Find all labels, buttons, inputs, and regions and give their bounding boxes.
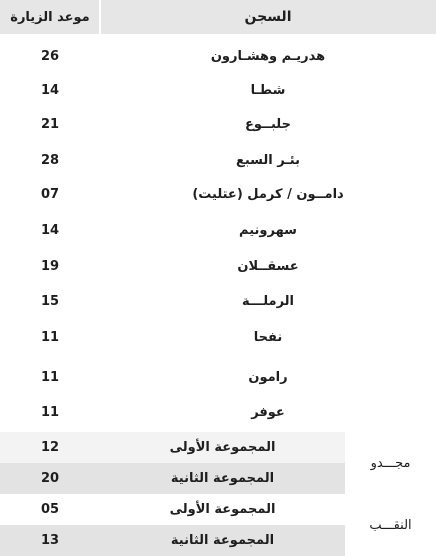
- visit-day: 13: [40, 533, 60, 548]
- visit-day: 20: [40, 471, 60, 486]
- visit-day: 11: [40, 369, 60, 385]
- prison-column-header: السجن: [244, 9, 292, 25]
- prison-name: عسقــلان: [237, 258, 299, 274]
- group-name: المجموعة الأولى: [169, 502, 276, 517]
- visit-day: 15: [40, 293, 60, 309]
- prison-name: الرملـــة: [242, 293, 294, 309]
- visit-day: 21: [40, 116, 60, 132]
- megiddo-group-1-row: [0, 432, 345, 463]
- table-header: [0, 0, 436, 34]
- visit-day: 11: [40, 404, 60, 420]
- table-row: [0, 283, 436, 319]
- group-name: المجموعة الأولى: [169, 440, 276, 455]
- prison-name: شطـا: [250, 82, 286, 98]
- table-row: [0, 142, 436, 178]
- naqab-group-1-row: [0, 494, 345, 525]
- table-row: [0, 38, 436, 74]
- visit-date-column-header: موعد الزيارة: [10, 9, 90, 25]
- prison-name: سهرونيم: [239, 222, 297, 238]
- prison-name: عوفر: [251, 404, 285, 420]
- group-name: المجموعة الثانية: [170, 471, 275, 486]
- table-row: [0, 212, 436, 248]
- visit-day: 11: [40, 329, 60, 345]
- group-name: المجموعة الثانية: [170, 533, 275, 548]
- prison-name: دامــون / كرمل (عتليت): [192, 186, 344, 202]
- prison-name: هدريـم وهشـارون: [210, 48, 326, 64]
- prison-name: رامون: [248, 369, 288, 385]
- visit-day: 12: [40, 440, 60, 455]
- visit-day: 28: [40, 152, 60, 168]
- megiddo-prison-label: مجـــدو: [370, 455, 411, 471]
- table-row: [0, 176, 436, 212]
- visit-day: 19: [40, 258, 60, 274]
- table-row: [0, 248, 436, 284]
- megiddo-group-2-row: [0, 463, 345, 494]
- prison-name: جلبــوع: [245, 116, 291, 132]
- table-row: [0, 106, 436, 142]
- prison-name: بئـر السبع: [236, 152, 300, 168]
- visit-day: 26: [40, 48, 60, 64]
- visit-day: 14: [40, 82, 60, 98]
- visit-day: 05: [40, 502, 60, 517]
- naqab-group-2-row: [0, 525, 345, 556]
- table-row: [0, 394, 436, 430]
- visit-day: 07: [40, 186, 60, 202]
- table-row: [0, 359, 436, 395]
- table-row: [0, 319, 436, 355]
- table-row: [0, 72, 436, 108]
- naqab-prison-label: النقـــب: [369, 517, 412, 533]
- visit-day: 14: [40, 222, 60, 238]
- prison-name: نفحا: [253, 329, 283, 345]
